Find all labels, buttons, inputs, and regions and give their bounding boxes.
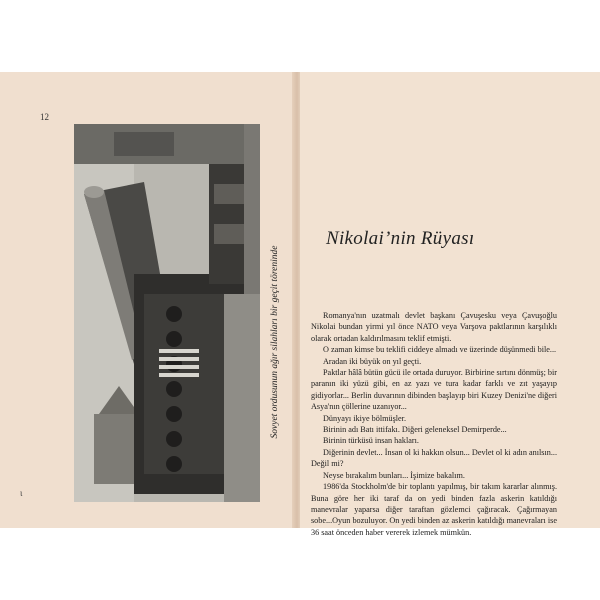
paragraph: Diğerinin devlet... İnsan ol ki hakkın olsun... Devlet ol ki adın anılsın... Değil mi? [311, 447, 557, 469]
parade-photo [74, 124, 260, 502]
paragraph: Birinin türküsü insan hakları. [323, 436, 419, 446]
open-book [0, 72, 600, 537]
paragraph: Birinin adı Batı ittifakı. Diğeri geleneksel Demirperde... [323, 425, 507, 435]
paragraph: 1986'da Stockholm'de bir toplantı yapılmış, bir takım kararlar alınmış. Buna göre her iki taraf da on yedi binden fazla askerin katıldığı manevralar yaparsa diğer taraftan gözlemci çağıracak. Çağırmayan sobe...Oyun bozuluyor. On yedi binden az askerin katıldığı manevraları ise 36 saat önceden haber vererek izlemek mümkün. [311, 482, 557, 537]
tank-parade-image [74, 124, 260, 502]
paragraph: Paktlar hâlâ bütün gücü ile ortada duruyor. Birbirine sırtını dönmüş; bir paranın iki yüzü gibi, en az yazı ve tura kadar farklı ve zıt yaşayıp gidiyorlar... Berlin duvarının dibinden başlayıp biri Kuzey Denizi'ne diğeri Asya'nın çöllerine uzanıyor... [311, 368, 557, 412]
paragraph: Romanya'nın uzatmalı devlet başkanı Çavuşesku veya Çavuşoğlu Nikolai bundan yirmi yıl önce NATO veya Varşova paktlarının karşılıklı olarak ortadan kaldırılmasını teklif etmişti. [311, 311, 557, 343]
photo-caption [268, 192, 282, 492]
body-text [311, 310, 557, 538]
paragraph: Neyse bırakalım bunları... İşimize bakalım. [323, 470, 465, 480]
left-page [0, 72, 296, 528]
caption-text: Sovyet ordusunun ağır silahları bir geçit töreninde [270, 245, 280, 439]
paragraph: O zaman kimse bu teklifi ciddeye almadı ve üzerinde düşünmedi bile... [323, 345, 557, 355]
paragraph: Aradan iki büyük on yıl geçti. [323, 356, 422, 366]
page-number: 12 [40, 112, 49, 122]
paragraph: Dünyayı ikiye bölmüşler. [323, 413, 407, 423]
margin-mark: ι [20, 488, 23, 498]
chapter-title: Nikolai’nin Rüyası [326, 228, 475, 249]
